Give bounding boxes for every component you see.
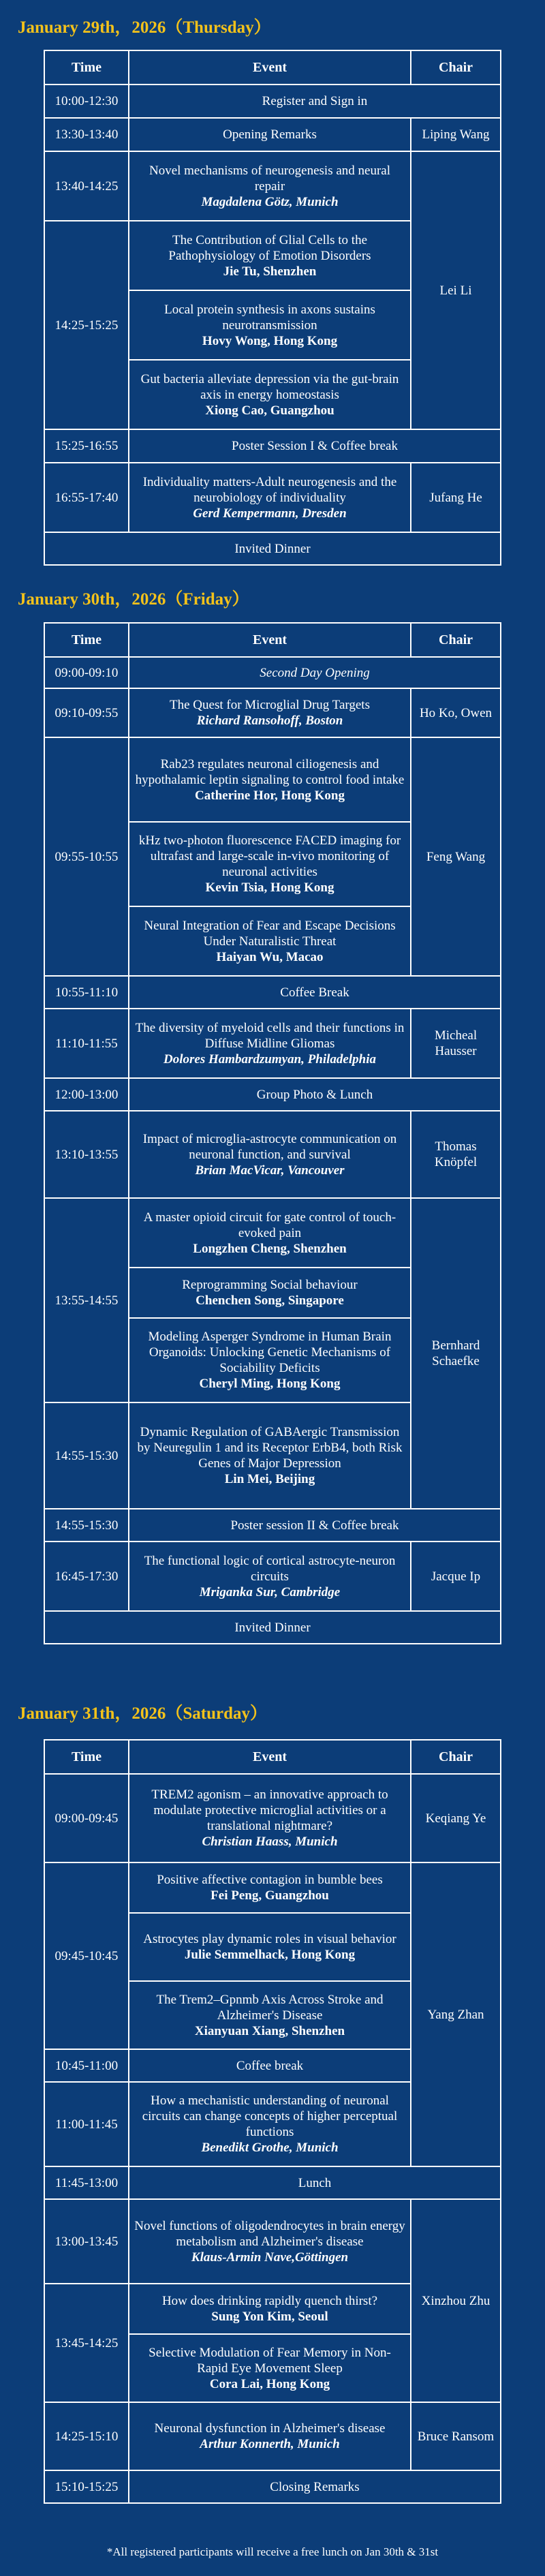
table-row [44,429,501,463]
talk-speaker: Dolores Hambardzumyan, Philadelphia [164,1052,376,1067]
session-time: 14:25-15:25 [44,221,129,429]
talk-cell [129,1268,411,1318]
day-heading: January 30th，2026（Friday） [18,590,249,609]
talk-cell [129,360,411,429]
session-time: 13:00-13:45 [44,2199,129,2284]
table-row [44,1509,501,1542]
session-event: Second Day Opening [129,657,501,688]
table-row [44,2402,501,2470]
talk-speaker: Fei Peng, Guangzhou [211,1888,329,1903]
session-chair: Micheal Hausser [411,1009,501,1078]
schedule-table [44,622,501,1644]
table-row [44,976,501,1009]
table-row [44,688,501,737]
talk-title: The Quest for Microglial Drug Targets [170,698,370,712]
table-row [44,657,501,688]
talk-title: Rab23 regulates neuronal ciliogenesis and hypothalamic leptin signaling to control food intake [135,756,405,787]
column-header-time: Time [44,50,129,85]
talk-title: How a mechanistic understanding of neuronal circuits can change concepts of higher perceptual functions [142,2094,398,2139]
talk-speaker: Richard Ransohoff, Boston [196,714,343,728]
session-time: 10:45-11:00 [44,2049,129,2082]
session-chair: Xinzhou Zhu [411,2199,501,2402]
column-header-time: Time [44,623,129,657]
talk-speaker: Hovy Wong, Hong Kong [202,333,338,348]
talk-title: Selective Modulation of Fear Memory in Non-Rapid Eye Movement Sleep [149,2345,391,2376]
talk-speaker: Haiyan Wu, Macao [216,949,324,964]
talk-cell [129,151,411,221]
talk-title: Local protein synthesis in axons sustains neurotransmission [164,302,375,333]
session-time: 11:45-13:00 [44,2166,129,2199]
talk-speaker: Cora Lai, Hong Kong [209,2376,330,2391]
table-header-row [44,623,501,657]
session-chair: Liping Wang [411,118,501,151]
talk-title: kHz two-photon fluorescence FACED imaging for ultrafast and large-scale in-vivo monitoring of neuronal activities [138,833,401,879]
column-header-event: Event [129,1740,411,1774]
table-row [44,1009,501,1078]
talk-cell [129,1774,411,1862]
session-time: 13:40-14:25 [44,151,129,221]
session-time: 09:10-09:55 [44,688,129,737]
session-chair: Bernhard Schaefke [411,1198,501,1509]
talk-speaker: Gerd Kempermann, Dresden [193,506,347,521]
talk-cell [129,1402,411,1509]
talk-cell [129,463,411,532]
session-chair: Ho Ko, Owen [411,688,501,737]
session-time: 13:10-13:55 [44,1111,129,1198]
talk-cell [129,1009,411,1078]
talk-cell [129,906,411,976]
talk-cell [129,1981,411,2049]
session-event: Group Photo & Lunch [129,1078,501,1111]
table-row [44,1542,501,1611]
session-chair: Yang Zhan [411,1862,501,2166]
session-time: 14:55-15:30 [44,1509,129,1542]
talk-speaker: Longzhen Cheng, Shenzhen [193,1241,347,1256]
session-event: Register and Sign in [129,85,501,118]
talk-title: Novel functions of oligodendrocytes in brain energy metabolism and Alzheimer's disease [134,2218,405,2249]
session-time: 16:55-17:40 [44,463,129,532]
table-row [44,85,501,118]
session-time: 14:25-15:10 [44,2402,129,2470]
talk-cell [129,290,411,360]
session-chair: Thomas Knöpfel [411,1111,501,1198]
session-time: 13:55-14:55 [44,1198,129,1402]
talk-title: Gut bacteria alleviate depression via the gut-brain axis in energy homeostasis [140,371,399,402]
column-header-chair: Chair [411,623,501,657]
session-time: 13:30-13:40 [44,118,129,151]
session-time: 16:45-17:30 [44,1542,129,1611]
session-time: 10:00-12:30 [44,85,129,118]
talk-cell [129,2402,411,2470]
talk-cell [129,1542,411,1611]
talk-cell [129,2284,411,2334]
talk-cell [129,221,411,290]
talk-cell [129,1111,411,1198]
table-row [44,118,501,151]
session-chair: Jufang He [411,463,501,532]
session-event: Poster Session I & Coffee break [129,429,501,463]
session-chair: Feng Wang [411,737,501,976]
session-event: Coffee Break [129,976,501,1009]
session-chair: Lei Li [411,151,501,429]
talk-cell [129,1862,411,1913]
talk-speaker: Kevin Tsia, Hong Kong [205,880,334,895]
session-chair: Jacque Ip [411,1542,501,1611]
talk-title: Modeling Asperger Syndrome in Human Brain Organoids: Unlocking Genetic Mechanisms of Sociability Deficits [148,1330,392,1375]
talk-title: Neural Integration of Fear and Escape Decisions Under Naturalistic Threat [144,918,396,949]
talk-cell [129,1198,411,1268]
table-row [44,1078,501,1111]
session-time: 14:55-15:30 [44,1402,129,1509]
talk-title: How does drinking rapidly quench thirst? [161,2294,378,2308]
talk-speaker: Jie Tu, Shenzhen [223,264,317,279]
session-event: Opening Remarks [129,118,411,151]
day-heading: January 31th，2026（Saturday） [18,1704,268,1723]
session-time: 09:45-10:45 [44,1862,129,2049]
talk-speaker: Cheryl Ming, Hong Kong [199,1377,341,1391]
table-row [44,1862,501,1913]
session-time: 15:25-16:55 [44,429,129,463]
table-header-row [44,50,501,85]
talk-title: The Trem2–Gpnmb Axis Across Stroke and Alzheimer's Disease [156,1992,384,2023]
talk-speaker: Chenchen Song, Singapore [196,1293,344,1308]
session-chair: Bruce Ransom [411,2402,501,2470]
talk-speaker: Arthur Konnerth, Munich [200,2437,340,2451]
footnote: *All registered participants will receive a free lunch on Jan 30th & 31st [106,2545,439,2558]
talk-cell [129,822,411,906]
talk-title: Impact of microglia-astrocyte communication on neuronal function, and survival [142,1131,397,1162]
talk-speaker: Mriganka Sur, Cambridge [199,1584,341,1599]
table-row [44,1774,501,1862]
talk-cell [129,2334,411,2402]
session-chair: Keqiang Ye [411,1774,501,1862]
schedule-table [44,50,501,566]
talk-speaker: Sung Yon Kim, Seoul [211,2310,328,2324]
column-header-chair: Chair [411,50,501,85]
session-event: Coffee break [129,2049,411,2082]
table-row [44,1198,501,1268]
session-event: Poster session II & Coffee break [129,1509,501,1542]
column-header-time: Time [44,1740,129,1774]
talk-cell [129,688,411,737]
session-time: 13:45-14:25 [44,2284,129,2402]
talk-cell [129,1913,411,1981]
column-header-chair: Chair [411,1740,501,1774]
talk-cell [129,737,411,822]
session-time: 11:10-11:55 [44,1009,129,1078]
talk-title: Individuality matters-Adult neurogenesis and the neurobiology of individuality [142,474,397,505]
talk-speaker: Xianyuan Xiang, Shenzhen [194,2023,345,2038]
schedule-table [44,1739,501,2504]
talk-title: Novel mechanisms of neurogenesis and neural repair [149,163,391,194]
talk-speaker: Lin Mei, Beijing [224,1472,315,1486]
talk-speaker: Klaus-Armin Nave,Göttingen [191,2250,349,2265]
talk-speaker: Xiong Cao, Guangzhou [205,403,334,418]
talk-title: Astrocytes play dynamic roles in visual behavior [143,1932,396,1946]
table-row [44,2166,501,2199]
talk-speaker: Christian Haass, Munich [202,1835,338,1849]
table-row [44,2470,501,2503]
talk-title: The diversity of myeloid cells and their functions in Diffuse Midline Gliomas [135,1020,405,1051]
talk-cell [129,2199,411,2284]
table-row [44,463,501,532]
talk-title: Positive affective contagion in bumble bees [157,1873,383,1887]
session-time: 10:55-11:10 [44,976,129,1009]
session-time: 09:00-09:10 [44,657,129,688]
talk-cell [129,1318,411,1402]
talk-title: The functional logic of cortical astrocyte-neuron circuits [144,1553,396,1584]
talk-speaker: Brian MacVicar, Vancouver [195,1163,345,1178]
talk-title: Dynamic Regulation of GABAergic Transmission by Neuregulin 1 and its Receptor ErbB4, both Risk Genes of Major Depression [137,1425,403,1471]
table-header-row [44,1740,501,1774]
column-header-event: Event [129,623,411,657]
session-time: 09:00-09:45 [44,1774,129,1862]
session-time: 12:00-13:00 [44,1078,129,1111]
talk-speaker: Catherine Hor, Hong Kong [195,788,345,803]
talk-title: TREM2 agonism – an innovative approach to modulate protective microglial activities or a translational nightmare? [151,1788,388,1833]
talk-speaker: Julie Semmelhack, Hong Kong [184,1948,356,1962]
session-event: Lunch [129,2166,501,2199]
session-time: 09:55-10:55 [44,737,129,976]
session-event: Invited Dinner [44,1611,501,1644]
talk-title: The Contribution of Glial Cells to the Pathophysiology of Emotion Disorders [168,232,371,263]
talk-title: Neuronal dysfunction in Alzheimer's disease [154,2421,386,2436]
talk-speaker: Benedikt Grothe, Munich [201,2141,339,2155]
session-time: 11:00-11:45 [44,2082,129,2166]
session-event: Closing Remarks [129,2470,501,2503]
session-event: Invited Dinner [44,532,501,565]
session-time: 15:10-15:25 [44,2470,129,2503]
talk-title: A master opioid circuit for gate control of touch-evoked pain [143,1210,396,1240]
talk-cell [129,2082,411,2166]
table-row [44,1611,501,1644]
day-heading: January 29th，2026（Thursday） [18,18,271,37]
table-row [44,532,501,565]
table-row [44,737,501,822]
talk-speaker: Magdalena Götz, Munich [201,194,339,209]
talk-title: Reprogramming Social behaviour [182,1278,358,1292]
table-row [44,2199,501,2284]
table-row [44,151,501,221]
table-row [44,1111,501,1198]
column-header-event: Event [129,50,411,85]
